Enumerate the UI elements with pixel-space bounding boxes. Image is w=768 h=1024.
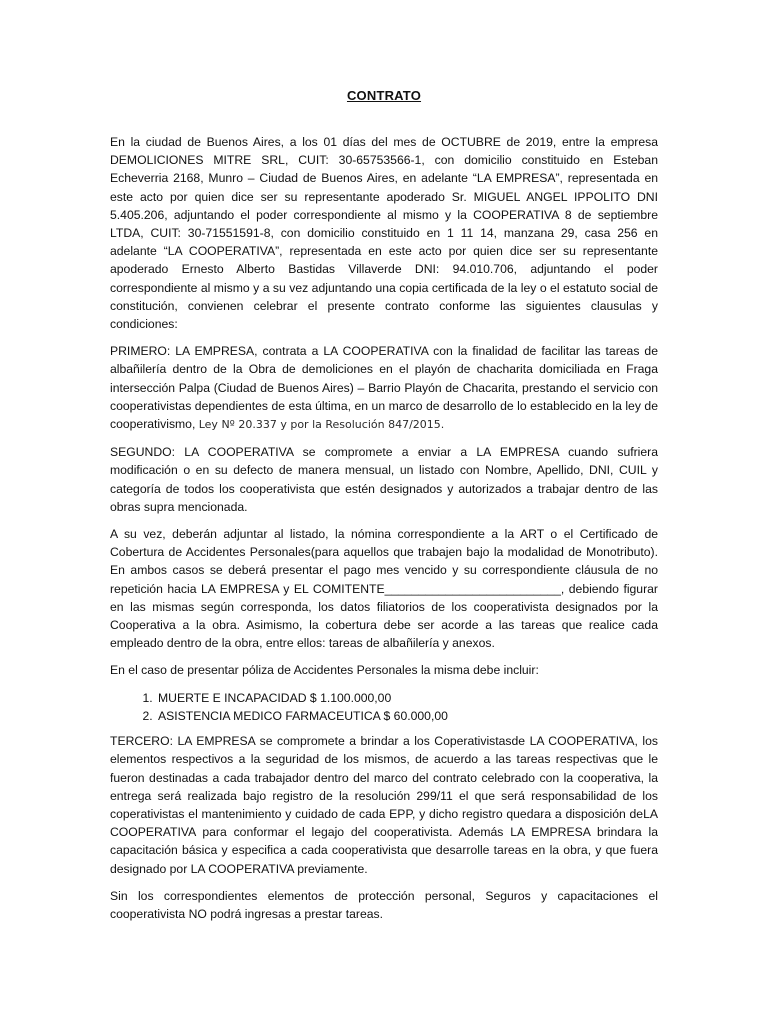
coverage-paragraph: A su vez, deberán adjuntar al listado, la nómina correspondiente a la ART o el Certificado de Cobertura de Accidentes Personales(para aquellos que trabajen bajo la modalidad de Monotributo). En ambos casos se deberá presentar el pago mes vencido y su correspondiente cláusula de no repetición hacia LA EMPRESA y EL COMITENTE__________________________, debiendo figurar en las mismas según corresponda, los datos filiatorios de los cooperativista designados por la Cooperativa a la obra. Asimismo, la cobertura debe ser acorde a las tareas que realice cada empleado dentro de la obra, entre ellos: tareas de albañilería y anexos. (110, 527, 658, 651)
document-page (110, 88, 658, 932)
clause-tercero: TERCERO: LA EMPRESA se compromete a brindar a los Coperativistasde LA COOPERATIVA, los elementos respectivos a la seguridad de los mismos, de acuerdo a las tareas respectivas que le fueron destinadas a cada trabajador dentro del marco del contrato celebrado con la cooperativa, la entrega será realizada bajo registro de la resolución 299/11 el que será responsabilidad de los coperativistas el mantenimiento y cuidado de cada EPP, y dicho registro quedara a disposición deLA COOPERATIVA para conformar el legajo del cooperativista. Además LA EMPRESA brindara la capacitación básica y especifica a cada cooperativista que desarrolle tareas en la obra, y que fuera designado por LA COOPERATIVA previamente. (110, 734, 658, 876)
clause-primero (110, 342, 658, 434)
document-title: CONTRATO (346, 88, 422, 103)
policy-list (110, 689, 658, 725)
clause-segundo: SEGUNDO: LA COOPERATIVA se compromete a enviar a LA EMPRESA cuando sufriera modificación o en su defecto de manera mensual, un listado con Nombre, Apellido, DNI, CUIL y categoría de todos los cooperativista que estén designados y autorizados a trabajar dentro de las obras supra mencionada. (110, 445, 658, 514)
policy-list-item: 1. MUERTE E INCAPACIDAD $ 1.100.000,00 (156, 689, 658, 707)
law-reference: Ley Nº 20.337 y por la Resolución 847/2015. (198, 418, 445, 432)
policy-intro: En el caso de presentar póliza de Accidentes Personales la misma debe incluir: (110, 663, 539, 678)
intro-paragraph: En la ciudad de Buenos Aires, a los 01 días del mes de OCTUBRE de 2019, entre la empresa DEMOLICIONES MITRE SRL, CUIT: 30-65753566-1, con domicilio constituido en Esteban Echeverria 2168, Munro – Ciudad de Buenos Aires, en adelante “LA EMPRESA”, representada en este acto por quien dice ser su representante apoderado Sr. MIGUEL ANGEL IPPOLITO DNI 5.405.206, adjuntando el poder correspondiente al mismo y la COOPERATIVA 8 de septiembre LTDA, CUIT: 30-71551591-8, con domicilio constituido en 1 11 14, manzana 29, casa 256 en adelante “LA COOPERATIVA”, representada en este acto por quien dice ser su representante apoderado Ernesto Alberto Bastidas Villaverde DNI: 94.010.706, adjuntando el poder correspondiente al mismo y a su vez adjuntando una copia certificada de la ley o el estatuto social de constitución, convienen celebrar el presente contrato conforme las siguientes clausulas y condiciones: (110, 135, 658, 332)
closing-paragraph: Sin los correspondientes elementos de protección personal, Seguros y capacitaciones el cooperativista NO podrá ingresas a prestar tareas. (110, 888, 658, 921)
clause-primero-text: PRIMERO: LA EMPRESA, contrata a LA COOPERATIVA con la finalidad de facilitar las tareas de albañilería dentro de la Obra de demoliciones en el playón de chacharita domiciliada en Fraga intersección Palpa (Ciudad de Buenos Aires) – Barrio Playón de Chacarita, prestando el servicio con cooperativistas dependientes de esta última, en un marco de desarrollo de lo establecido en la ley de cooperativismo, (110, 344, 658, 432)
policy-list-item: 2. ASISTENCIA MEDICO FARMACEUTICA $ 60.000,00 (156, 707, 658, 725)
